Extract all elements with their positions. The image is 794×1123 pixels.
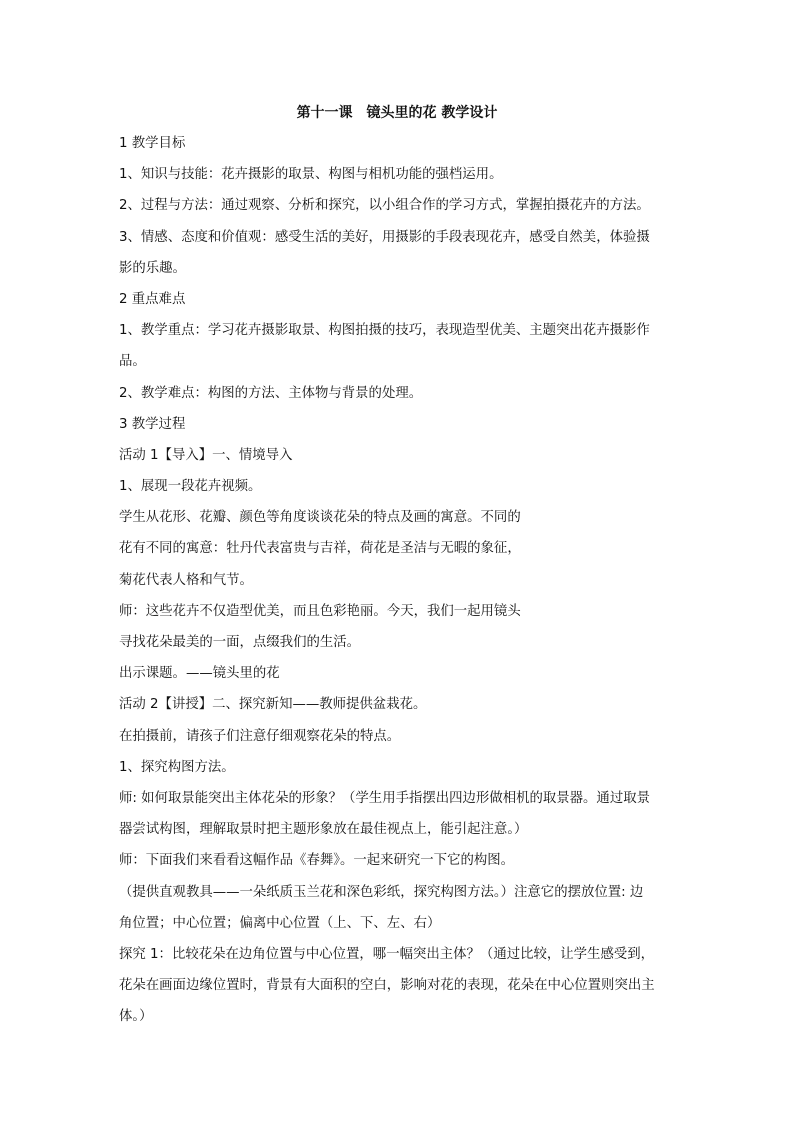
paragraph-line: 1、知识与技能：花卉摄影的取景、构图与相机功能的强档运用。 [119, 167, 503, 183]
paragraph-line: 寻找花朵最美的一面，点缀我们的生活。 [119, 635, 361, 650]
paragraph-line: 2、教学难点：构图的方法、主体物与背景的处理。 [119, 385, 423, 401]
paragraph-line: 器尝试构图，理解取景时把主题形象放在最佳视点上，能引起注意。） [119, 822, 528, 838]
paragraph-line: 花有不同的寓意：牡丹代表富贵与吉祥，荷花是圣洁与无暇的象征， [119, 541, 521, 557]
paragraph-line: （提供直观教具——一朵纸质玉兰花和深色彩纸，探究构图方法。）注意它的摆放位置: 边 [119, 884, 644, 900]
paragraph-line: 花朵在画面边缘位置时，背景有大面积的空白，影响对花的表现，花朵在中心位置则突出主 [119, 978, 655, 994]
paragraph-line: 1、展现一段花卉视频。 [119, 479, 262, 495]
paragraph-line: 影的乐趣。 [119, 260, 186, 276]
paragraph-line: 出示课题。——镜头里的花 [119, 666, 280, 682]
paragraph-line: 师：这些花卉不仅造型优美，而且色彩艳丽。今天，我们一起用镜头 [119, 603, 521, 619]
paragraph-line: 师: 如何取景能突出主体花朵的形象？（学生用手指摆出四边形做相机的取景器。通过取景 [119, 790, 650, 806]
paragraph-line: 在拍摄前，请孩子们注意仔细观察花朵的特点。 [119, 728, 401, 744]
paragraph-line: 1、教学重点：学习花卉摄影取景、构图拍摄的技巧，表现造型优美、主题突出花卉摄影作 [119, 323, 650, 339]
paragraph-line: 学生从花形、花瓣、颜色等角度谈谈花朵的特点及画的寓意。不同的 [119, 510, 521, 526]
activity-heading: 活动 2【讲授】二、探究新知——教师提供盆栽花。 [119, 697, 427, 713]
activity-heading: 活动 1【导入】一、情境导入 [119, 447, 293, 463]
paragraph-line: 2、过程与方法：通过观察、分析和探究，以小组合作的学习方式，掌握拍摄花卉的方法。 [119, 198, 650, 214]
paragraph-line: 品。 [119, 354, 146, 370]
paragraph-line: 角位置；中心位置；偏离中心位置（上、下、左、右） [119, 915, 441, 931]
document-body [119, 134, 675, 1038]
paragraph-line: 1、探究构图方法。 [119, 759, 235, 775]
section-heading-key-points: 2 重点难点 [119, 291, 186, 307]
section-heading-objectives: 1 教学目标 [119, 136, 186, 151]
document-title: 第十一课 镜头里的花 教学设计 [296, 105, 498, 121]
section-heading-process: 3 教学过程 [119, 416, 186, 432]
paragraph-line: 体。） [119, 1009, 153, 1025]
paragraph-line: 师：下面我们来看看这幅作品《春舞》。一起来研究一下它的构图。 [119, 853, 515, 869]
paragraph-line: 探究 1：比较花朵在边角位置与中心位置，哪一幅突出主体？（通过比较，让学生感受到， [119, 946, 655, 962]
paragraph-line: 3、情感、态度和价值观：感受生活的美好，用摄影的手段表现花卉，感受自然美，体验摄 [119, 229, 650, 245]
paragraph-line: 菊花代表人格和气节。 [119, 572, 253, 588]
